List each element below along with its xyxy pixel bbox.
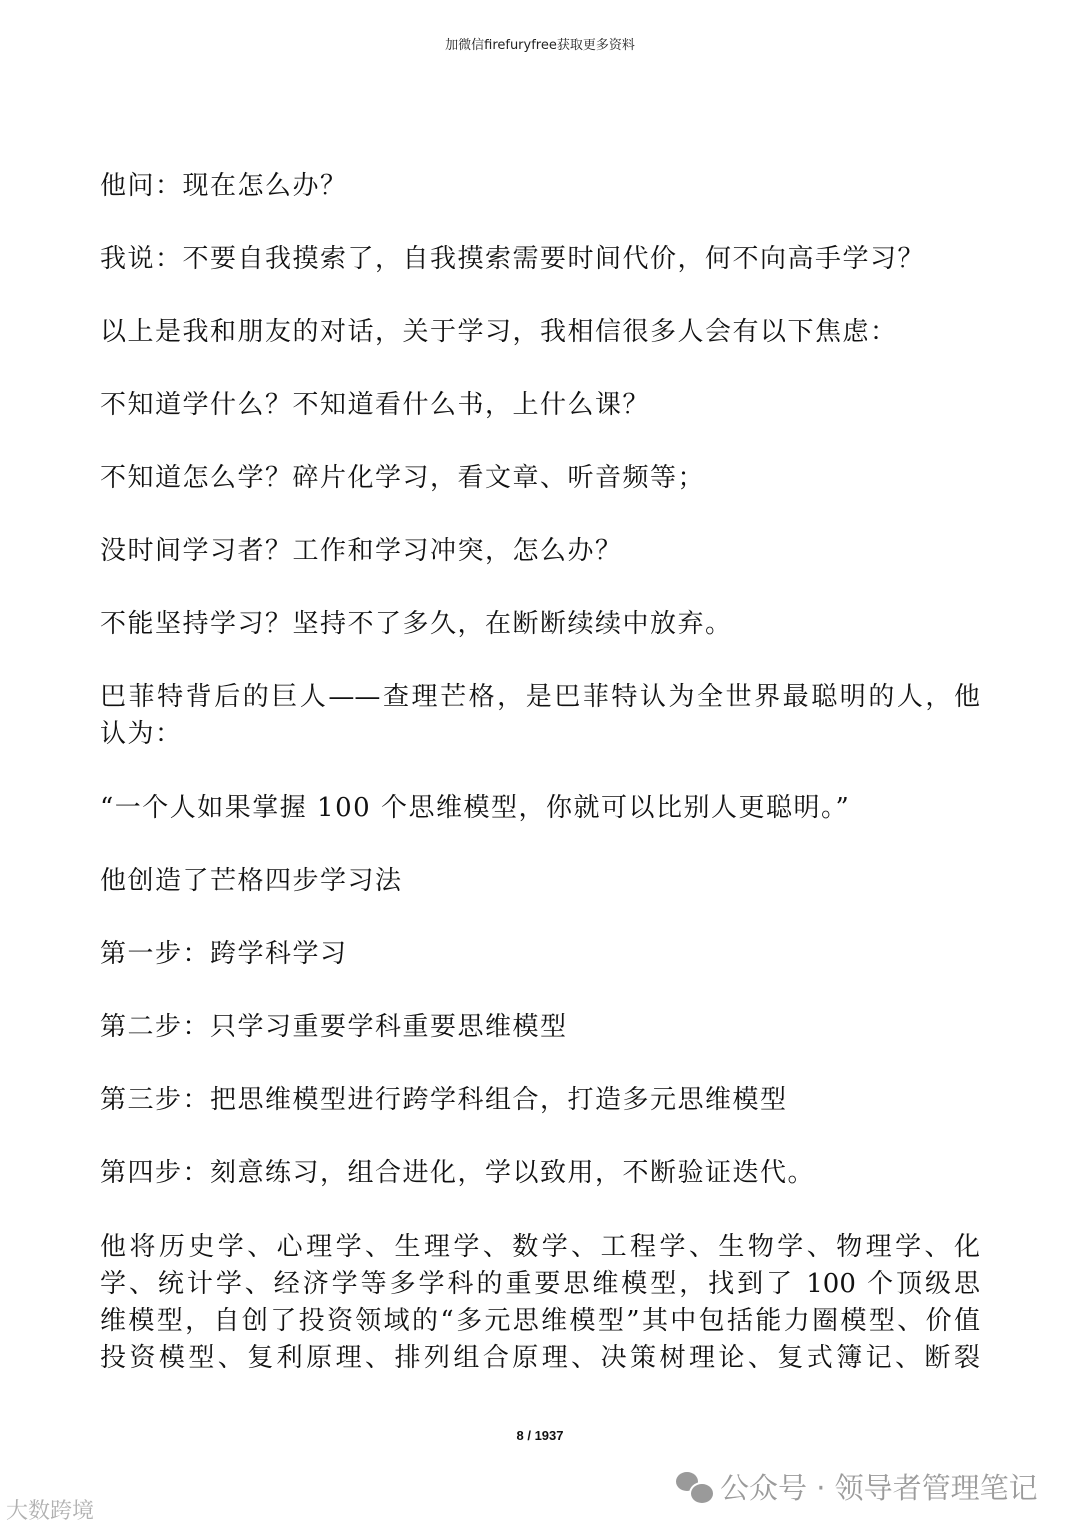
text-line: 巴菲特背后的巨人——查理芒格，是巴菲特认为全世界最聪明的人，他 — [100, 682, 980, 712]
watermark-text: 公众号 · 领导者管理笔记 — [720, 1471, 1038, 1505]
text-line: 第二步：只学习重要学科重要思维模型 — [100, 1012, 568, 1042]
wechat-icon — [676, 1472, 712, 1502]
text-line: 第一步：跨学科学习 — [100, 939, 348, 969]
text-line: 投资模型、复利原理、排列组合原理、决策树理论、复式簿记、断裂 — [100, 1343, 980, 1373]
text-line: 他创造了芒格四步学习法 — [100, 866, 403, 896]
text-line: 学、统计学、经济学等多学科的重要思维模型，找到了 100 个顶级思 — [100, 1269, 980, 1299]
text-line: 不能坚持学习？坚持不了多久，在断断续续中放弃。 — [100, 609, 733, 639]
corner-watermark: 大数跨境 — [6, 1499, 95, 1524]
text-line: 第四步：刻意练习，组合进化，学以致用，不断验证迭代。 — [100, 1158, 816, 1188]
text-line: 他将历史学、心理学、生理学、数学、工程学、生物学、物理学、化 — [100, 1232, 980, 1262]
text-line: 以上是我和朋友的对话，关于学习，我相信很多人会有以下焦虑： — [100, 317, 898, 347]
text-line: 维模型，自创了投资领域的“多元思维模型”其中包括能力圈模型、价值 — [100, 1306, 980, 1336]
text-line: 第三步：把思维模型进行跨学科组合，打造多元思维模型 — [100, 1085, 788, 1115]
wechat-watermark — [676, 1466, 1038, 1507]
text-line: 不知道学什么？不知道看什么书，上什么课？ — [100, 390, 651, 420]
text-line: 他问：现在怎么办？ — [100, 171, 348, 201]
text-line: “一个人如果掌握 100 个思维模型，你就可以比别人更聪明。” — [100, 793, 851, 823]
text-line: 认为： — [100, 719, 183, 749]
text-line: 没时间学习者？工作和学习冲突，怎么办？ — [100, 536, 623, 566]
page-number: 8 / 1937 — [516, 1428, 564, 1443]
page-header: 加微信firefuryfree获取更多资料 — [445, 38, 635, 53]
text-line: 不知道怎么学？碎片化学习，看文章、听音频等； — [100, 463, 706, 493]
text-line: 我说：不要自我摸索了，自我摸索需要时间代价，何不向高手学习？ — [100, 244, 926, 274]
